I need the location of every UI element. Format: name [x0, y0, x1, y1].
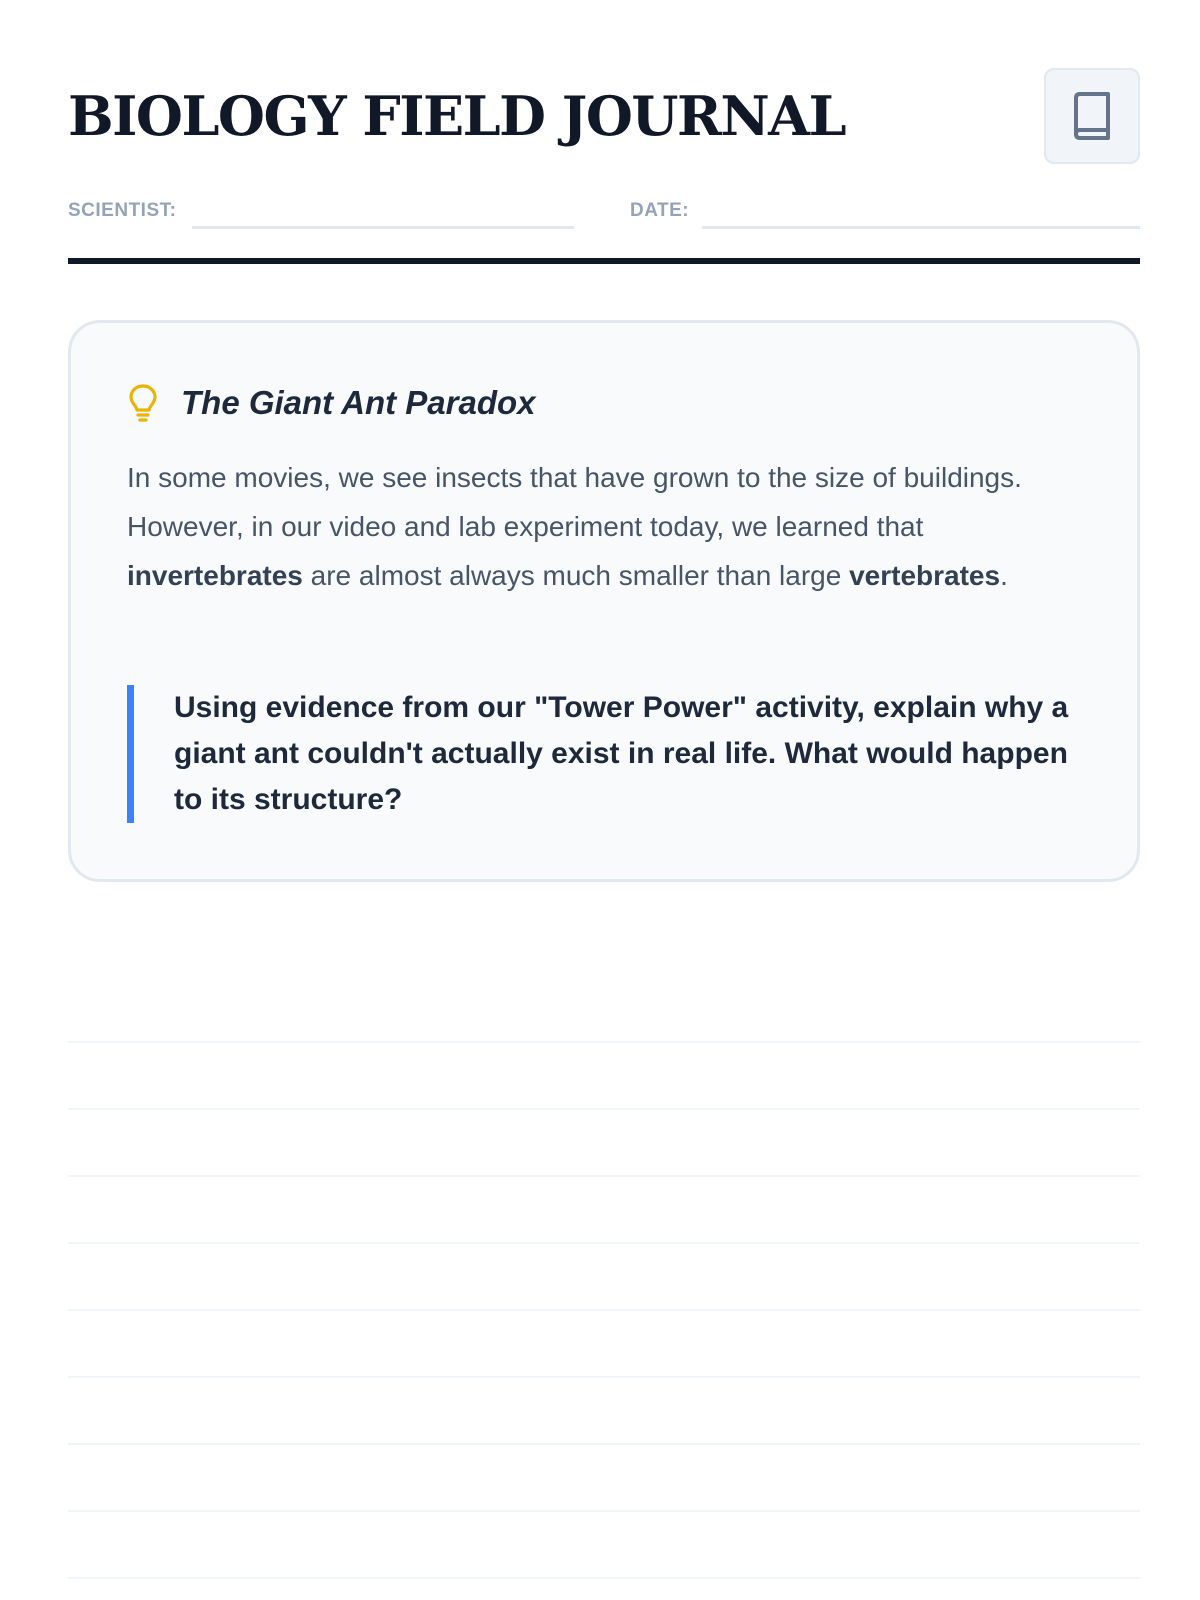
book-icon — [1070, 90, 1114, 142]
answer-line[interactable] — [68, 1244, 1140, 1311]
answer-line[interactable] — [68, 1311, 1140, 1378]
page-title: BIOLOGY FIELD JOURNAL — [68, 84, 846, 148]
journal-book-button[interactable] — [1044, 68, 1140, 164]
answer-line[interactable] — [68, 1110, 1140, 1177]
journal-header — [68, 0, 1140, 260]
writing-prompt: Using evidence from our "Tower Power" activity, explain why a giant ant couldn't actually exist in real life. What would happen to its structure? — [127, 685, 1087, 823]
term-vertebrates: vertebrates — [849, 560, 1001, 591]
answer-line[interactable] — [68, 1378, 1140, 1445]
card-title: The Giant Ant Paradox — [181, 384, 536, 421]
card-body-text: In some movies, we see insects that have grown to the size of buildings. However, in our video and lab experiment today, we learned that invertebrates are almost always much smaller than large vertebrates. — [127, 462, 1022, 591]
date-field[interactable] — [702, 226, 1140, 229]
answer-lines[interactable] — [68, 976, 1140, 1579]
answer-line[interactable] — [68, 1512, 1140, 1579]
term-invertebrates: invertebrates — [127, 560, 303, 591]
answer-line[interactable] — [68, 1177, 1140, 1244]
date-label: DATE: — [630, 200, 690, 221]
header-divider — [68, 258, 1140, 264]
lightbulb-icon — [127, 381, 159, 425]
scientist-field[interactable] — [192, 226, 574, 229]
prompt-card — [68, 320, 1140, 882]
scientist-label: SCIENTIST: — [68, 200, 177, 221]
journal-page — [68, 0, 1140, 816]
answer-line[interactable] — [68, 1445, 1140, 1512]
answer-line[interactable] — [68, 976, 1140, 1043]
card-header — [127, 379, 536, 427]
answer-line[interactable] — [68, 1043, 1140, 1110]
meta-row — [68, 196, 1140, 232]
